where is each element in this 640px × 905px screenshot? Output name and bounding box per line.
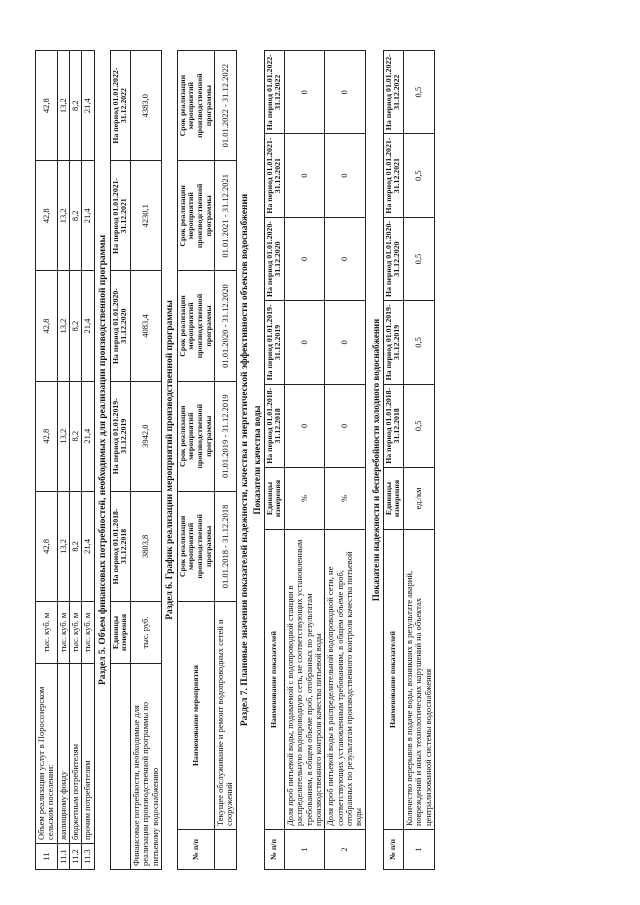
row-name: Текущее обслуживание и ремонт водопроводных сетей и сооружений (215, 602, 237, 830)
header-unit: Единицы измерения (383, 468, 403, 530)
table-row (215, 51, 237, 870)
header-blank (110, 664, 130, 870)
row-value: 0,5 (403, 301, 434, 384)
row-value: 21,4 (82, 51, 94, 161)
row-value: 0,5 (403, 384, 434, 467)
reliability-table (383, 50, 435, 870)
row-name: Финансовые потребности, необходимые для реализации производственной программы по питьевому водоснабжению (130, 664, 161, 870)
volume-table (35, 50, 95, 870)
header-unit: Единицы измерения (264, 468, 284, 530)
header-num: № п/п (177, 830, 214, 870)
header-period: На период 01.01.2019-31.12.2019 (264, 301, 284, 384)
row-value: 13,2 (57, 161, 69, 271)
section5-table (110, 50, 162, 870)
row-value: 42,8 (36, 271, 58, 381)
row-value: 8,2 (70, 271, 82, 381)
header-num: № п/п (383, 830, 403, 870)
row-value: 13,2 (57, 491, 69, 601)
quality-title: Показатели качества воды (251, 405, 262, 515)
row-num: 11.3 (82, 844, 94, 870)
row-num: 1 (284, 830, 324, 870)
table-row (57, 51, 69, 870)
header-period: На период 01.01.2018-31.12.2018 (110, 491, 130, 601)
header-period: На период 01.01.2019-31.12.2019 (383, 301, 403, 384)
section7-title: Раздел 7. Плановые значения показателей надежности, качества и энергетической эффективности объектов водоснабжения (239, 193, 250, 727)
header-period: Срок реализации мероприятий производственной программы (177, 491, 214, 601)
row-name: Доля проб питьевой воды в распределительной водопроводной сети, не соответствующих установленным требованиям, в общем объеме проб, отобранных по результатам производственного контроля качества питьевой воды (325, 530, 365, 830)
table-header-row (110, 51, 130, 870)
row-value: 0 (284, 51, 324, 134)
row-value: 0 (284, 134, 324, 217)
table-header-row (383, 51, 403, 870)
table-row (284, 51, 324, 870)
header-period: На период 01.01.2021-31.12.2021 (110, 161, 130, 271)
row-value: 42,8 (36, 491, 58, 601)
row-value: 3803,8 (130, 491, 161, 601)
row-value: 8,2 (70, 161, 82, 271)
header-period: Срок реализации мероприятий производственной программы (177, 161, 214, 271)
rotated-document-page (35, 50, 605, 870)
table-row (403, 51, 434, 870)
row-value: 13,2 (57, 381, 69, 491)
row-num: 11.1 (57, 844, 69, 870)
quality-table (264, 50, 366, 870)
table-header-row (177, 51, 214, 870)
row-value: 4083,4 (130, 271, 161, 381)
row-value: 21,4 (82, 381, 94, 491)
row-value: 01.01.2022 - 31.12.2022 (215, 51, 237, 161)
row-name: Объем реализации услуг в Поросозерском сельском поселении: (36, 664, 58, 844)
row-value: 13,2 (57, 271, 69, 381)
header-period: Срок реализации мероприятий производственной программы (177, 271, 214, 381)
header-period: На период 01.01.2020-31.12.2020 (383, 217, 403, 300)
row-unit: тыс. куб. м (70, 602, 82, 664)
section6-title: Раздел 6. График реализации мероприятий производственной программы (164, 300, 175, 620)
row-value: 4383,0 (130, 51, 161, 161)
row-value: 21,4 (82, 161, 94, 271)
row-value: 0 (284, 384, 324, 467)
row-unit: % (325, 468, 365, 530)
row-unit: тыс. куб. м (82, 602, 94, 664)
row-value: 0 (325, 301, 365, 384)
row-value: 3942,0 (130, 381, 161, 491)
row-value: 21,4 (82, 491, 94, 601)
table-row (36, 51, 58, 870)
row-value: 0,5 (403, 134, 434, 217)
row-value: 01.01.2019 - 31.12.2019 (215, 381, 237, 491)
row-value: 8,2 (70, 491, 82, 601)
row-unit: тыс. руб. (130, 602, 161, 664)
row-value: 0 (325, 384, 365, 467)
header-name: Наименование показателей (264, 530, 284, 830)
row-value: 4230,1 (130, 161, 161, 271)
header-period: На период 01.01.2022-31.12.2022 (264, 51, 284, 134)
row-unit: тыс. куб. м (36, 602, 58, 664)
row-value: 42,8 (36, 161, 58, 271)
table-row (70, 51, 82, 870)
header-period: На период 01.01.2022-31.12.2022 (110, 51, 130, 161)
row-value: 0 (325, 51, 365, 134)
row-value: 42,8 (36, 51, 58, 161)
header-period: На период 01.01.2020-31.12.2020 (264, 217, 284, 300)
row-value: 01.01.2021 - 31.12.2021 (215, 161, 237, 271)
header-period: На период 01.01.2018-31.12.2018 (264, 384, 284, 467)
section6-table (177, 50, 237, 870)
header-period: Срок реализации мероприятий производственной программы (177, 381, 214, 491)
row-value: 42,8 (36, 381, 58, 491)
row-name: прочим потребителям (82, 664, 94, 844)
row-num: 11 (36, 844, 58, 870)
row-value: 0 (325, 134, 365, 217)
table-header-row (264, 51, 284, 870)
row-num: 2 (325, 830, 365, 870)
row-value: 0,5 (403, 51, 434, 134)
table-row (82, 51, 94, 870)
header-name: Наименование показателей (383, 530, 403, 830)
table-row (325, 51, 365, 870)
header-period: На период 01.01.2021-31.12.2021 (383, 134, 403, 217)
header-period: На период 01.01.2019-31.12.2019 (110, 381, 130, 491)
header-num: № п/п (264, 830, 284, 870)
row-name: жилищному фонду (57, 664, 69, 844)
row-value: 13,2 (57, 51, 69, 161)
table-row (130, 51, 161, 870)
row-value: 0,5 (403, 217, 434, 300)
header-unit: Единицы измерения (110, 602, 130, 664)
row-num: 11.2 (70, 844, 82, 870)
row-unit: % (284, 468, 324, 530)
header-period: На период 01.01.2020-31.12.2020 (110, 271, 130, 381)
row-name: бюджетным потребителям (70, 664, 82, 844)
row-value: 0 (325, 217, 365, 300)
header-period: На период 01.01.2018-31.12.2018 (383, 384, 403, 467)
header-name: Наименование мероприятия (177, 602, 214, 830)
row-value: 01.01.2018 - 31.12.2018 (215, 491, 237, 601)
row-value: 01.01.2020 - 31.12.2020 (215, 271, 237, 381)
row-num (215, 830, 237, 870)
header-period: Срок реализации мероприятий производственной программы (177, 51, 214, 161)
row-value: 8,2 (70, 51, 82, 161)
header-period: На период 01.01.2022-31.12.2022 (383, 51, 403, 134)
row-unit: ед./км (403, 468, 434, 530)
reliability-title: Показатели надежности и бесперебойности холодного водоснабжения (370, 318, 381, 602)
header-period: На период 01.01.2021-31.12.2021 (264, 134, 284, 217)
row-num: 1 (403, 830, 434, 870)
row-name: Доля проб питьевой воды, подаваемой с водопроводной станции в распределительную водопроводную сеть, не соответствующих установленным требованиям, в общем объеме проб, отобранных по результатам производственного контроля качества питьевой воды (284, 530, 324, 830)
row-value: 0 (284, 217, 324, 300)
section5-title: Раздел 5. Объем финансовых потребностей, необходимых для реализации производственной программы (97, 234, 108, 686)
row-value: 21,4 (82, 271, 94, 381)
row-value: 8,2 (70, 381, 82, 491)
row-unit: тыс. куб. м (57, 602, 69, 664)
row-value: 0 (284, 301, 324, 384)
row-name: Количество перерывов в подаче воды, возникших в результате аварий, повреждений и иных технологических нарушений на объектах централизованной системы водоснабжения (403, 530, 434, 830)
